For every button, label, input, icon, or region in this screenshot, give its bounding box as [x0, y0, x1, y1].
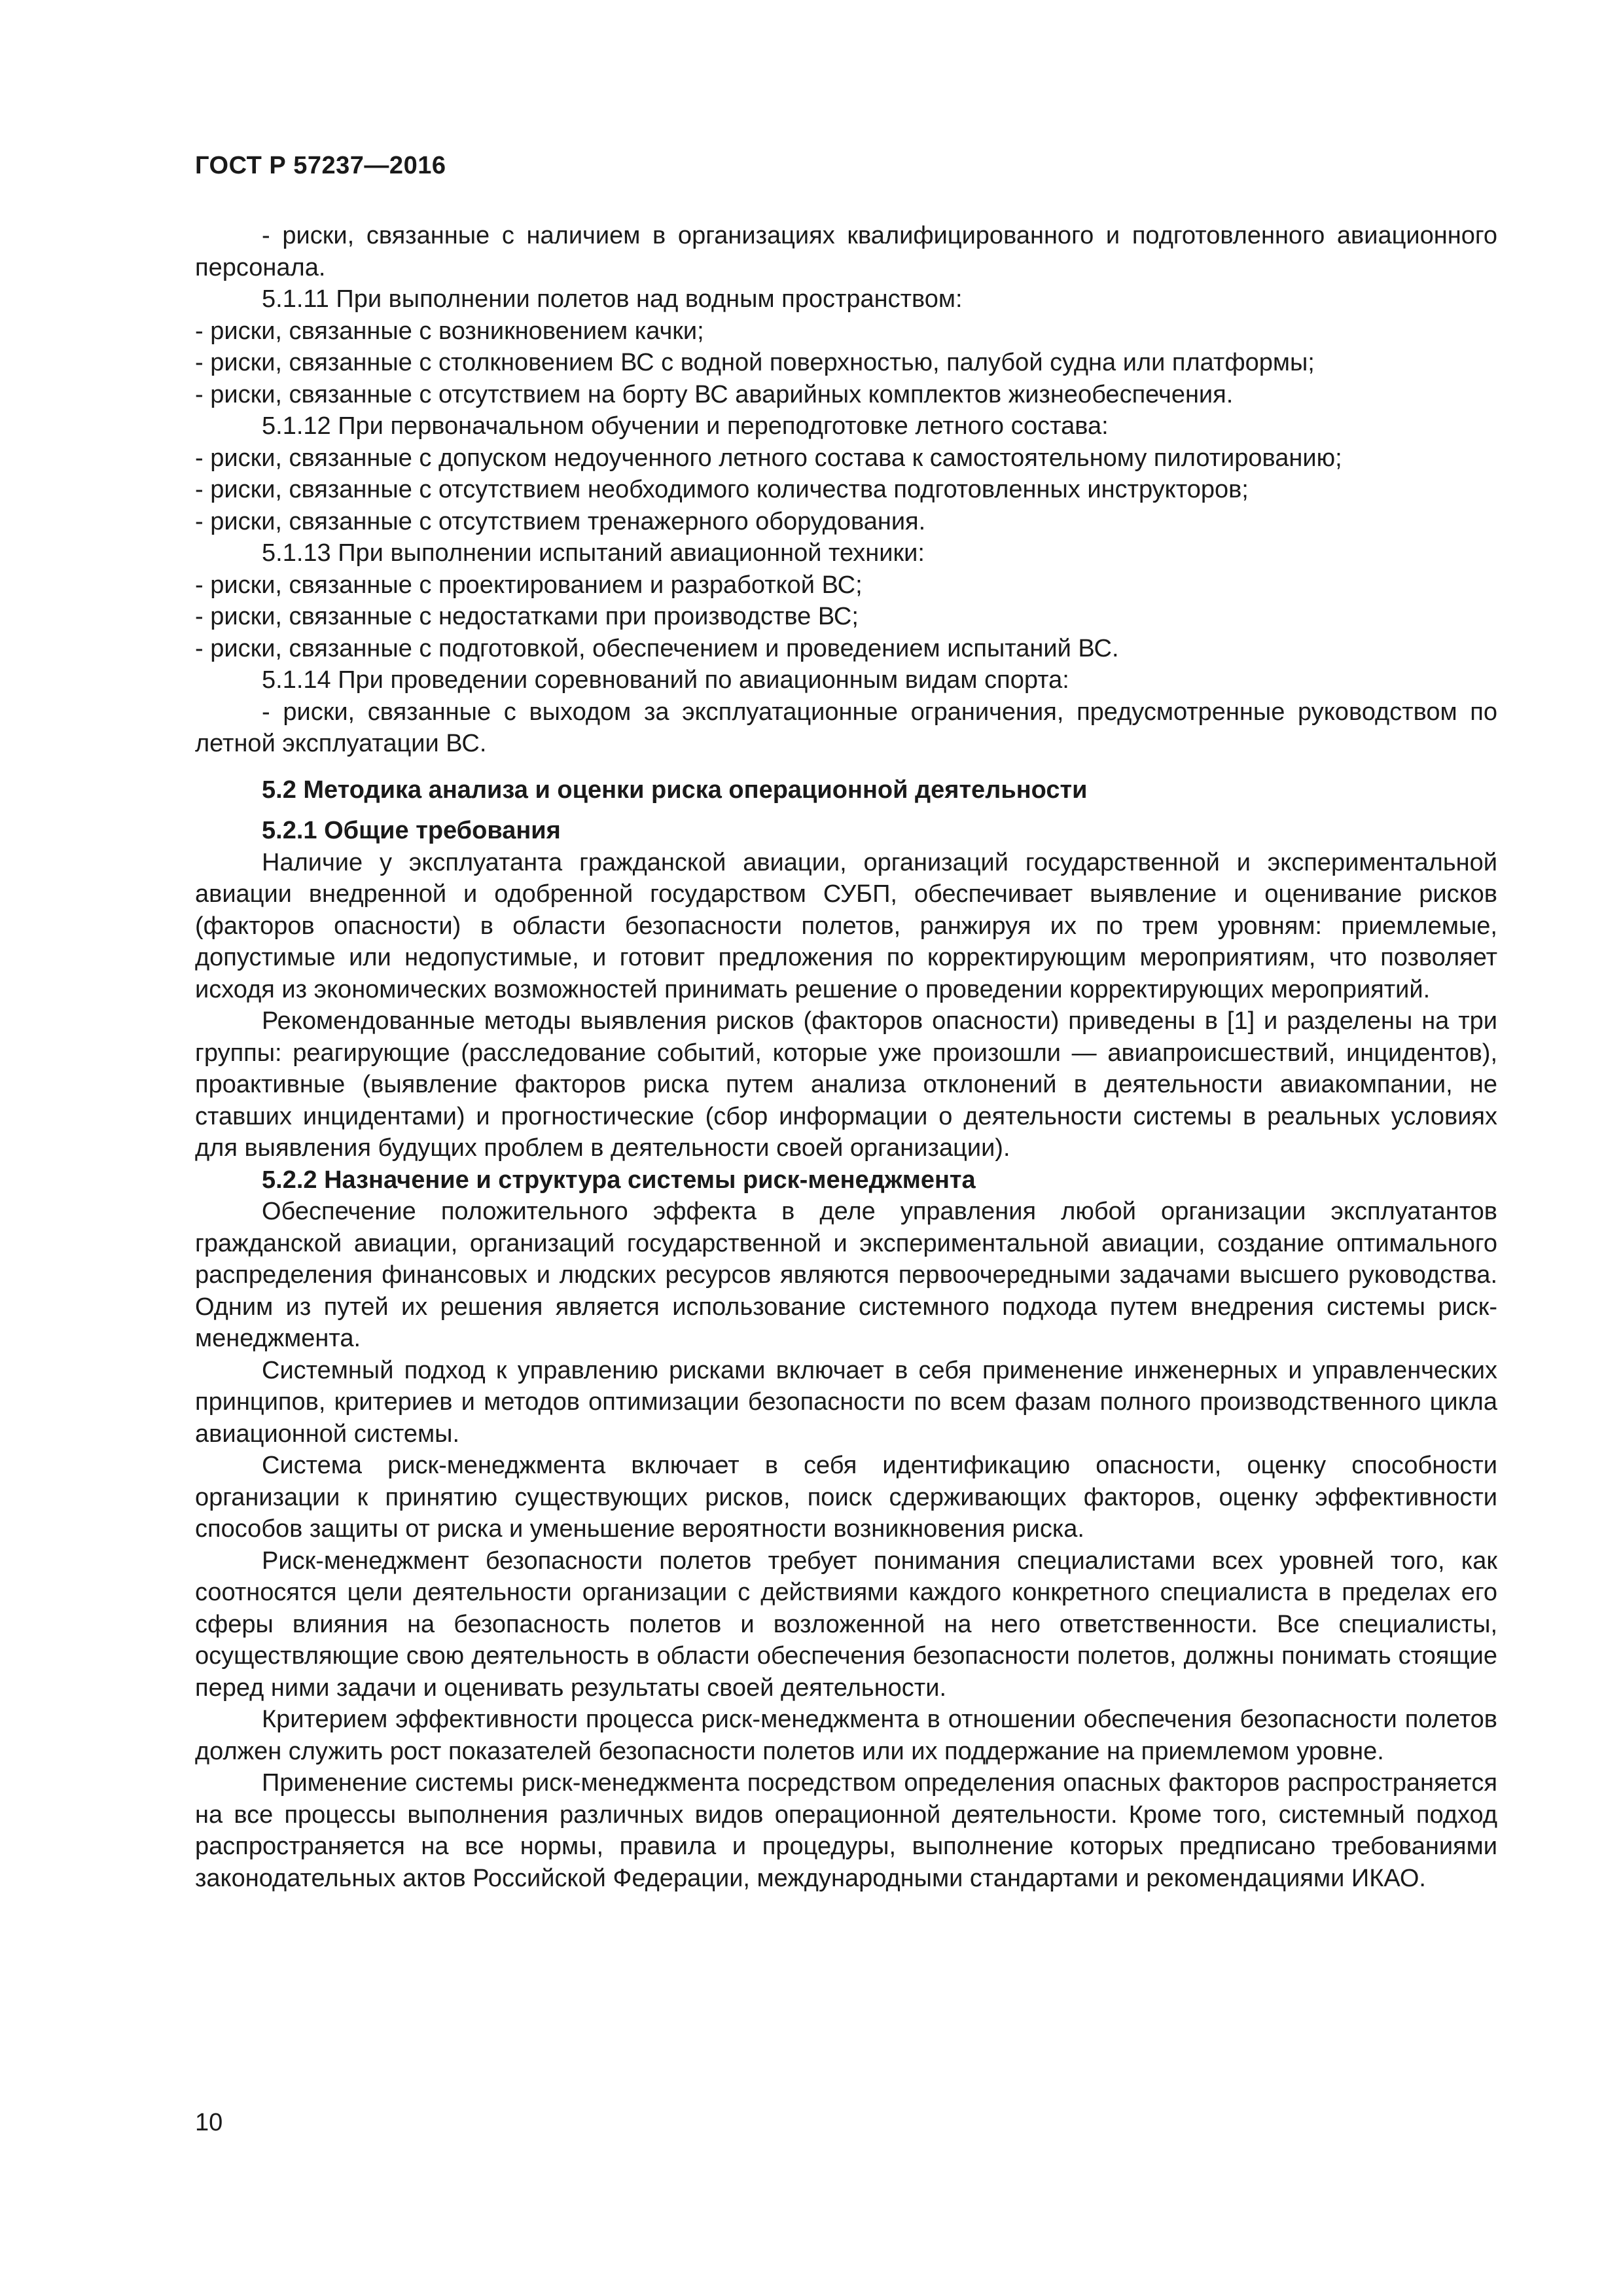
paragraph: 5.1.12 При первоначальном обучении и переподготовке летного состава:	[262, 412, 1109, 440]
list-item: - риски, связанные с допуском недоученного летного состава к самостоятельному пилотированию;	[195, 444, 1342, 472]
list-item: - риски, связанные с выходом за эксплуатационные ограничения, предусмотренные руководством по летной эксплуатации ВС.	[195, 698, 1497, 757]
list-item: - риски, связанные с столкновением ВС с водной поверхностью, палубой судна или платформы;	[195, 349, 1315, 376]
paragraph: Обеспечение положительного эффекта в деле управления любой организации эксплуатантов гражданской авиации, организаций государственной и экспериментальной авиации, создание оптимального распределения финансовых и людских ресурсов являются первоочередными задачами высшего руководства. Одним из путей их решения является использование системного подхода путем внедрения системы риск-менеджмента.	[195, 1198, 1497, 1352]
document-header: ГОСТ Р 57237—2016	[195, 152, 446, 179]
document-body	[195, 220, 1497, 1894]
section-heading: 5.2 Методика анализа и оценки риска операционной деятельности	[262, 776, 1088, 804]
list-item: - риски, связанные с проектированием и разработкой ВС;	[195, 571, 863, 599]
paragraph: Применение системы риск-менеджмента посредством определения опасных факторов распространяется на все процессы выполнения различных видов операционной деятельности. Кроме того, системный подход распространяется на все нормы, правила и процедуры, выполнение которых предписано требованиями законодательных актов Российской Федерации, международными стандартами и рекомендациями ИКАО.	[195, 1769, 1497, 1892]
paragraph: Система риск-менеджмента включает в себя идентификацию опасности, оценку способности организации к принятию существующих рисков, поиск сдерживающих факторов, оценку эффективности способов защиты от риска и уменьшение вероятности возникновения риска.	[195, 1452, 1497, 1543]
list-item: - риски, связанные с подготовкой, обеспечением и проведением испытаний ВС.	[195, 634, 1119, 662]
paragraph: 5.1.13 При выполнении испытаний авиационной техники:	[262, 539, 925, 567]
paragraph: Критерием эффективности процесса риск-менеджмента в отношении обеспечения безопасности полетов должен служить рост показателей безопасности полетов или их поддержание на приемлемом уровне.	[195, 1706, 1497, 1765]
list-item: - риски, связанные с недостатками при производстве ВС;	[195, 603, 859, 630]
paragraph: Риск-менеджмент безопасности полетов требует понимания специалистами всех уровней того, как соотносятся цели деятельности организации с действиями каждого конкретного специалиста в пределах его сферы влияния на безопасность полетов и возложенной на него ответственности. Все специалисты, осуществляющие свою деятельность в области обеспечения безопасности полетов, должны понимать стоящие перед ними задачи и оценивать результаты своей деятельности.	[195, 1547, 1497, 1702]
list-item: - риски, связанные с отсутствием на борту ВС аварийных комплектов жизнеобеспечения.	[195, 380, 1234, 408]
paragraph: Наличие у эксплуатанта гражданской авиации, организаций государственной и экспериментальной авиации внедренной и одобренной государством СУБП, обеспечивает выявление и оценивание рисков (факторов опасности) в области безопасности полетов, ранжируя их по трем уровням: приемлемые, допустимые или недопустимые, и готовит предложения по корректирующим мероприятиям, что позволяет исходя из экономических возможностей принимать решение о проведении корректирующих мероприятий.	[195, 848, 1497, 1003]
list-item: - риски, связанные с возникновением качки;	[195, 317, 704, 345]
subsection-heading: 5.2.1 Общие требования	[262, 817, 561, 844]
list-item: - риски, связанные с отсутствием тренажерного оборудования.	[195, 507, 926, 535]
paragraph: 5.1.11 При выполнении полетов над водным пространством:	[262, 285, 963, 313]
paragraph: Рекомендованные методы выявления рисков (факторов опасности) приведены в [1] и разделены на три группы: реагирующие (расследование событий, которые уже произошли — авиапроисшествий, инцидентов), проактивные (выявление факторов риска путем анализа отклонений в деятельности авиакомпании, не ставших инцидентами) и прогностические (сбор информации о деятельности системы в реальных условиях для выявления будущих проблем в деятельности своей организации).	[195, 1007, 1497, 1162]
paragraph: 5.1.14 При проведении соревнований по авиационным видам спорта:	[262, 666, 1069, 694]
paragraph: - риски, связанные с наличием в организациях квалифицированного и подготовленного авиационного персонала.	[195, 222, 1497, 281]
subsection-heading: 5.2.2 Назначение и структура системы риск-менеджмента	[262, 1166, 976, 1194]
list-item: - риски, связанные с отсутствием необходимого количества подготовленных инструкторов;	[195, 476, 1249, 503]
paragraph: Системный подход к управлению рисками включает в себя применение инженерных и управленческих принципов, критериев и методов оптимизации безопасности по всем фазам полного производственного цикла авиационной системы.	[195, 1356, 1497, 1448]
page-number: 10	[195, 2109, 223, 2136]
